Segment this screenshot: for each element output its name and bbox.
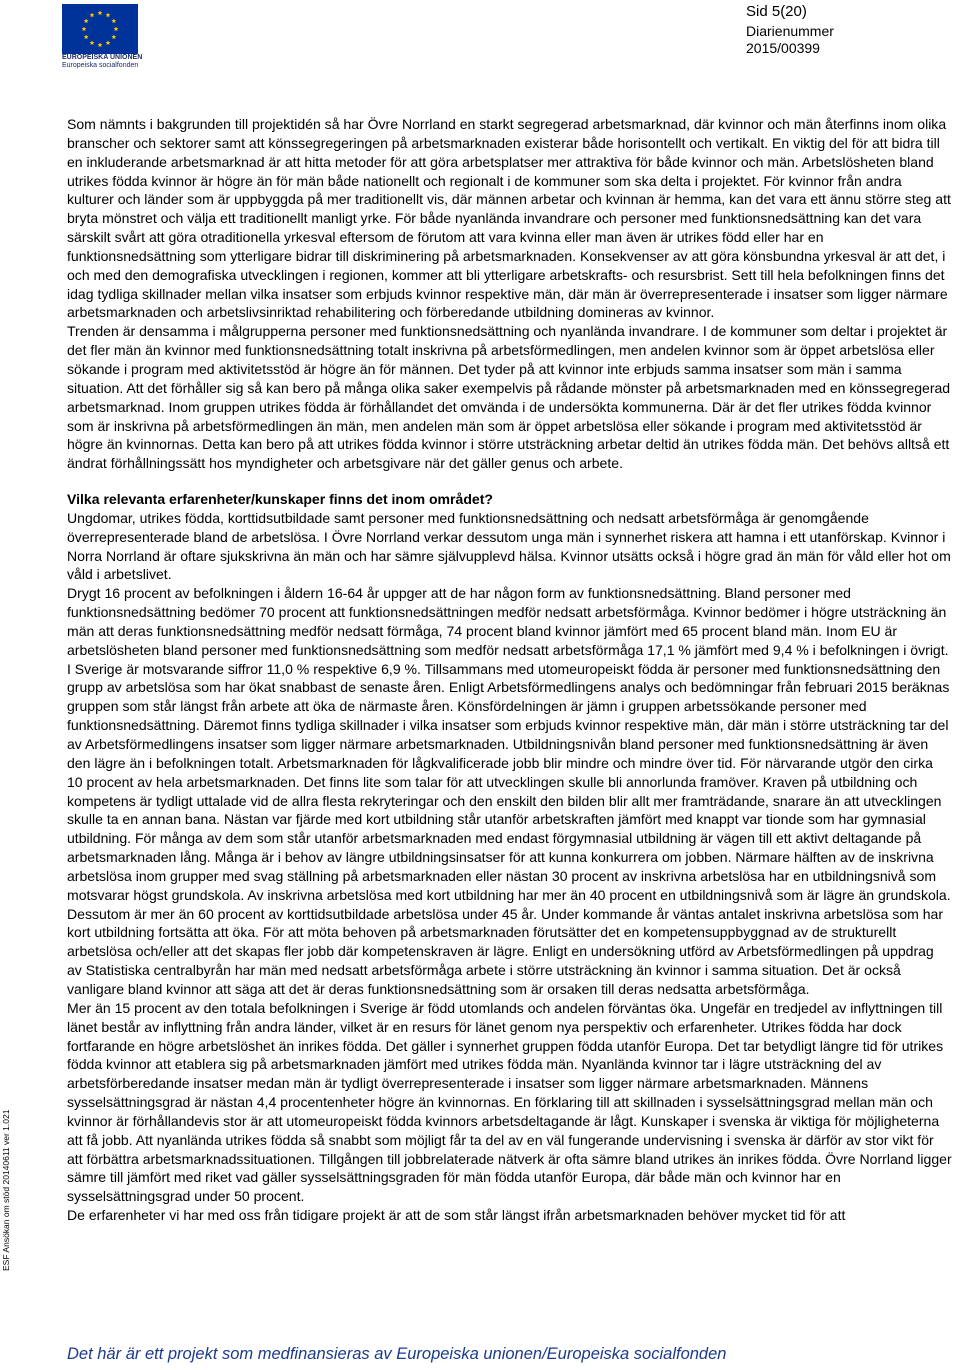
eu-logo <box>62 4 143 76</box>
eu-flag-icon <box>62 4 138 54</box>
paragraph: Mer än 15 procent av den totala befolkningen i Sverige är född utomlands och andelen förväntas öka. Ungefär en tredjedel av inflyttningen till länet består av inflyttning från andra länder, vilket är en resurs för länet genom nya perspektiv och erfarenheter. Utrikes födda har dock fortfarande en högre arbetslöshet än inrikes födda. Det gäller i synnerhet gruppen födda utanför Europa. Det tar betydligt längre tid för utrikes födda kvinnor att etablera sig på arbetsmarknaden jämfört med utrikes födda män. Nyanlända kvinnor tar i lägre utsträckning del av arbetsförberedande insatser medan män är tydligt överrepresenterade i insatser som ligger närmare arbetsmarknaden. Männens sysselsättningsgrad är nästan 4,4 procentenheter högre än kvinnornas. En förklaring till att skillnaden i sysselsättningsgrad mellan män och kvinnor är förhållandevis stor är att utomeuropeiskt födda kvinnors arbetsdeltagande är lågt. Kunskaper i svenska är viktiga för möjligheterna att få jobb. Att nyanlända utrikes födda så snabbt som möjligt får ta del av en väl fungerande undervisning i svenska är därför av stor vikt för att förbättra arbetsmarknadssituationen. Tillgången till jobbrelaterade nätverk är ofta sämre bland utrikes än inrikes födda. Övre Norrland ligger sämre till jämfört med riket vad gäller sysselsättningsgraden för män födda utanför Europa, där både män och kvinnor har en sysselsättningsgrad under 50 procent. <box>67 999 952 1205</box>
diarie-number: 2015/00399 <box>746 40 820 56</box>
eu-logo-line1: EUROPEISKA UNIONEN <box>62 54 143 61</box>
document-body <box>67 115 952 1225</box>
paragraph: Som nämnts i bakgrunden till projektidén så har Övre Norrland en starkt segregerad arbetsmarknad, där kvinnor och män återfinns inom olika branscher och sektorer samt att könssegregeringen på arbetsmarknaden existerar både horisontellt och vertikalt. En viktig del för att bidra till en inkluderande arbetsmarknad är att hitta metoder för att göra arbetsplatser mer attraktiva för både kvinnor och män. Arbetslösheten bland utrikes födda kvinnor är högre än för män både nationellt och regionalt i de kommuner som ska delta i projektet. För kvinnor från andra kulturer och länder som är uppbyggda på mer traditionellt vis, där männen arbetar och kvinnan är hemma, kan det vara ett ännu större steg att bryta mönstret och välja ett traditionellt manligt yrke. För både nyanlända invandrare och personer med funktionsnedsättning kan det vara särskilt svårt att göra otraditionella yrkesval eftersom de förutom att vara kvinna eller man även är utrikes född eller har en funktionsnedsättning som ytterligare bidrar till diskriminering på arbetsmarknaden. Konsekvenser av att göra könsbundna yrkesval är att det, i och med den demografiska utvecklingen i regionen, kommer att bli ytterligare arbetskrafts- och resursbrist. Sett till hela befolkningen finns det idag tydliga skillnader mellan vilka insatser som erbjuds kvinnor respektive män, där män är överrepresenterade i insatser som ligger närmare arbetsmarknaden och arbetslivsinriktad rehabilitering och förberedande utbildning domineras av kvinnor. <box>67 116 951 321</box>
section-heading: Vilka relevanta erfarenheter/kunskaper finns det inom området? <box>67 491 493 508</box>
page-number: Sid 5(20) <box>746 3 807 20</box>
paragraph: Trenden är densamma i målgrupperna personer med funktionsnedsättning och nyanlända invandrare. I de kommuner som deltar i projektet är det fler män än kvinnor med funktionsnedsättning totalt inskrivna på arbetsförmedlingen, men andelen kvinnor som är öppet arbetslösa eller sökande i program med aktivitetsstöd är högre än för männen. Det tyder på att kvinnor inte erbjuds samma insatser som män i samma situation. Att det förhåller sig så kan bero på många olika saker exempelvis på rådande mönster på arbetsmarknaden med en könssegregerad arbetsmarknad. Inom gruppen utrikes födda är förhållandet det omvända i de undersökta kommunerna. Där är det fler utrikes födda kvinnor som är inskrivna på arbetsförmedlingen än män, men andelen män som är öppet arbetslösa eller sökande i program med aktivitetsstöd är högre än kvinnornas. Detta kan bero på att utrikes födda kvinnor i större utsträckning arbetar deltid än utrikes födda män. Det behövs alltså ett ändrat förhållningssätt hos myndigheter och arbetsgivare när det gäller genus och arbete. <box>67 323 951 472</box>
paragraph: Drygt 16 procent av befolkningen i åldern 16-64 år uppger att de har någon form av funktionsnedsättning. Bland personer med funktionsnedsättning bedömer 70 procent att funktionsnedsättningen medför nedsatt arbetsförmåga. Kvinnor bedömer i högre utsträckning än män att deras funktionsnedsättning medför nedsatt förmåga, 74 procent bland kvinnor jämfört med 65 procent bland män. Inom EU är arbetslösheten bland personer med funktionsnedsättning som medför nedsatt arbetsförmåga 17,1 % jämfört med 9,4 % i befolkningen i övrigt. I Sverige är motsvarande siffror 11,0 % respektive 6,9 %. Tillsammans med utomeuropeiskt födda är personer med funktionsnedsättning den grupp av arbetslösa som har ökat snabbast de senaste åren. Enligt Arbetsförmedlingens analys och bedömningar från februari 2015 beräknas gruppen som står längst från arbete att öka de närmaste åren. Könsfördelningen är jämn i gruppen arbetssökande personer med funktionsnedsättning. Däremot finns tydliga skillnader i vilka insatser som erbjuds kvinnor respektive män, där män i större utsträckning tar del av Arbetsförmedlingens insatser som ligger närmare arbetsmarknaden. Utbildningsnivån bland personer med funktionsnedsättning är även den lägre än i befolkningen totalt. Arbetsmarknaden för lågkvalificerade jobb blir mindre och mindre över tid. För närvarande utgör den cirka 10 procent av hela arbetsmarknaden. Det finns lite som talar för att utvecklingen skulle bli annorlunda framöver. Kraven på utbildning och kompetens är tydligt uttalade vid de allra flesta rekryteringar och den enskilt den bilden blir allt mer framträdande, snarare än att utvecklingen skulle ta en annan bana. Nästan var fjärde med kort utbildning står utanför arbetskraften jämfört med knappt var tionde som har gymnasial utbildning. För många av dem som står utanför arbetsmarknaden med endast förgymnasial utbildning är vägen till ett aktivt deltagande på arbetsmarknaden lång. Många är i behov av längre utbildningsinsatser för att kunna konkurrera om jobben. Närmare hälften av de inskrivna arbetslösa inom grupper med svag ställning på arbetsmarknaden eller nästan 30 procent av inskrivna arbetslösa har en utbildningsnivå som motsvarar högst grundskola. Av inskrivna arbetslösa med kort utbildning har mer än 40 procent en utbildningsnivå som är lägre än grundskola. Dessutom är mer än 60 procent av korttidsutbildade arbetslösa under 45 år. Under kommande år väntas antalet inskrivna arbetslösa som har kort utbildning fortsätta att öka. För att möta behoven på arbetsmarknaden förutsätter det en kompetensuppbyggnad av de strukturellt arbetslösa och/eller att det skapas fler jobb där kompetenskraven är lägre. Enligt en undersökning utförd av Arbetsförmedlingen på uppdrag av Statistiska centralbyrån har män med nedsatt arbetsförmåga arbete i större utsträckning än kvinnor i samma situation. Det är också vanligare bland kvinnor att säga att det är deras funktionsnedsättning som är orsaken till deras nedsatta arbetsförmåga. <box>67 585 951 997</box>
diarie-label: Diarienummer <box>746 23 834 39</box>
form-version-label: ESF Ansökan om stöd 20140611 ver 1.021 <box>1 1109 11 1271</box>
page-header <box>746 3 946 57</box>
footer-cofinanced-note: Det här är ett projekt som medfinansieras av Europeiska unionen/Europeiska socialfonden <box>67 1345 727 1363</box>
eu-logo-line2: Europeiska socialfonden <box>62 62 139 69</box>
paragraph: De erfarenheter vi har med oss från tidigare projekt är att de som står längst ifrån arbetsmarknaden behöver mycket tid för att <box>67 1207 846 1224</box>
paragraph: Ungdomar, utrikes födda, korttidsutbildade samt personer med funktionsnedsättning och nedsatt arbetsförmåga är genomgående överrepresenterade bland de arbetslösa. I Övre Norrland verkar dessutom unga män i synnerhet riskera att hamna i ett utanförskap. Kvinnor i Norra Norrland är oftare sjukskrivna än män och har sämre självupplevd hälsa. Kvinnor utsätts också i högre grad än män för våld eller hot om våld i arbetslivet. <box>67 509 951 583</box>
